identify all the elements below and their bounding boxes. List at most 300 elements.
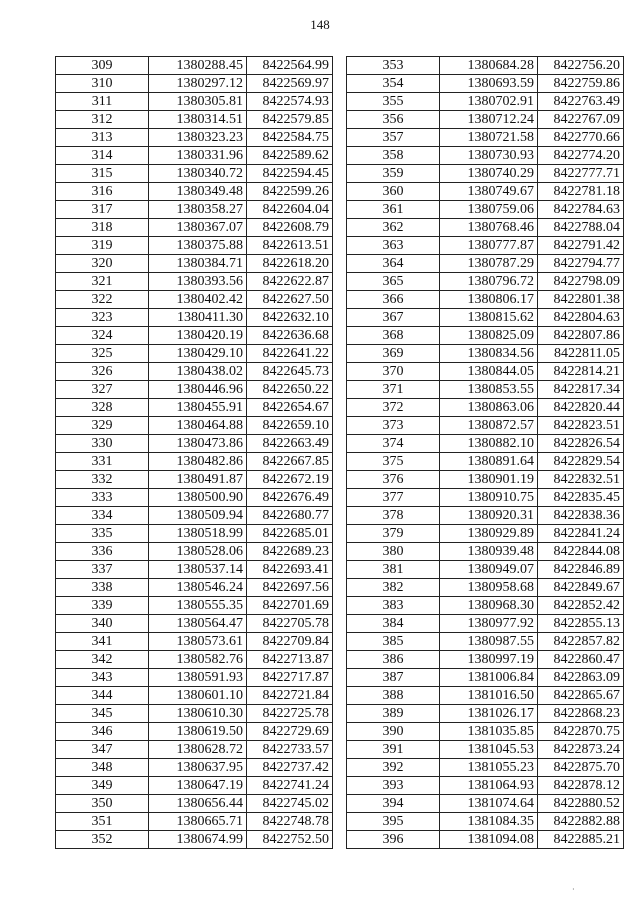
table-row [56, 75, 333, 93]
y-coordinate: 8422689.23 [247, 543, 333, 561]
table-row [347, 813, 624, 831]
y-coordinate: 8422835.45 [538, 489, 624, 507]
y-coordinate: 8422672.19 [247, 471, 333, 489]
table-row [56, 273, 333, 291]
x-coordinate: 1380987.55 [440, 633, 538, 651]
coordinate-table-right [346, 56, 624, 849]
y-coordinate: 8422733.57 [247, 741, 333, 759]
point-number: 395 [347, 813, 440, 831]
point-number: 392 [347, 759, 440, 777]
y-coordinate: 8422875.70 [538, 759, 624, 777]
y-coordinate: 8422807.86 [538, 327, 624, 345]
table-row [347, 723, 624, 741]
y-coordinate: 8422748.78 [247, 813, 333, 831]
y-coordinate: 8422564.99 [247, 57, 333, 75]
table-row [56, 507, 333, 525]
table-row [347, 759, 624, 777]
x-coordinate: 1380305.81 [149, 93, 247, 111]
y-coordinate: 8422645.73 [247, 363, 333, 381]
table-row [56, 651, 333, 669]
point-number: 316 [56, 183, 149, 201]
point-number: 360 [347, 183, 440, 201]
y-coordinate: 8422832.51 [538, 471, 624, 489]
x-coordinate: 1380546.24 [149, 579, 247, 597]
table-row [347, 705, 624, 723]
y-coordinate: 8422873.24 [538, 741, 624, 759]
table-row [56, 597, 333, 615]
point-number: 372 [347, 399, 440, 417]
y-coordinate: 8422865.67 [538, 687, 624, 705]
point-number: 378 [347, 507, 440, 525]
point-number: 390 [347, 723, 440, 741]
point-number: 373 [347, 417, 440, 435]
table-row [347, 57, 624, 75]
y-coordinate: 8422770.66 [538, 129, 624, 147]
y-coordinate: 8422685.01 [247, 525, 333, 543]
point-number: 323 [56, 309, 149, 327]
x-coordinate: 1380464.88 [149, 417, 247, 435]
table-row [56, 741, 333, 759]
table-row [56, 381, 333, 399]
table-row [56, 543, 333, 561]
y-coordinate: 8422838.36 [538, 507, 624, 525]
y-coordinate: 8422641.22 [247, 345, 333, 363]
table-row [56, 579, 333, 597]
table-row [347, 525, 624, 543]
y-coordinate: 8422594.45 [247, 165, 333, 183]
x-coordinate: 1380815.62 [440, 309, 538, 327]
x-coordinate: 1380384.71 [149, 255, 247, 273]
x-coordinate: 1380628.72 [149, 741, 247, 759]
point-number: 340 [56, 615, 149, 633]
x-coordinate: 1380411.30 [149, 309, 247, 327]
point-number: 389 [347, 705, 440, 723]
x-coordinate: 1380910.75 [440, 489, 538, 507]
point-number: 357 [347, 129, 440, 147]
y-coordinate: 8422857.82 [538, 633, 624, 651]
x-coordinate: 1380509.94 [149, 507, 247, 525]
point-number: 381 [347, 561, 440, 579]
point-number: 391 [347, 741, 440, 759]
x-coordinate: 1380340.72 [149, 165, 247, 183]
point-number: 385 [347, 633, 440, 651]
table-row [347, 93, 624, 111]
x-coordinate: 1380853.55 [440, 381, 538, 399]
table-row [56, 471, 333, 489]
table-row [347, 147, 624, 165]
point-number: 367 [347, 309, 440, 327]
table-row [347, 399, 624, 417]
y-coordinate: 8422569.97 [247, 75, 333, 93]
y-coordinate: 8422878.12 [538, 777, 624, 795]
table-row [56, 165, 333, 183]
table-row [56, 291, 333, 309]
table-row [56, 183, 333, 201]
y-coordinate: 8422604.04 [247, 201, 333, 219]
point-number: 396 [347, 831, 440, 849]
point-number: 353 [347, 57, 440, 75]
point-number: 329 [56, 417, 149, 435]
x-coordinate: 1380872.57 [440, 417, 538, 435]
table-row [56, 309, 333, 327]
y-coordinate: 8422697.56 [247, 579, 333, 597]
point-number: 383 [347, 597, 440, 615]
y-coordinate: 8422713.87 [247, 651, 333, 669]
x-coordinate: 1380446.96 [149, 381, 247, 399]
table-row [56, 453, 333, 471]
x-coordinate: 1380920.31 [440, 507, 538, 525]
table-row [347, 417, 624, 435]
table-row [347, 651, 624, 669]
point-number: 347 [56, 741, 149, 759]
point-number: 380 [347, 543, 440, 561]
table-row [56, 813, 333, 831]
y-coordinate: 8422829.54 [538, 453, 624, 471]
point-number: 338 [56, 579, 149, 597]
y-coordinate: 8422693.41 [247, 561, 333, 579]
point-number: 328 [56, 399, 149, 417]
y-coordinate: 8422756.20 [538, 57, 624, 75]
point-number: 384 [347, 615, 440, 633]
point-number: 311 [56, 93, 149, 111]
y-coordinate: 8422599.26 [247, 183, 333, 201]
table-row [347, 327, 624, 345]
y-coordinate: 8422817.34 [538, 381, 624, 399]
point-number: 363 [347, 237, 440, 255]
y-coordinate: 8422701.69 [247, 597, 333, 615]
x-coordinate: 1380331.96 [149, 147, 247, 165]
x-coordinate: 1380573.61 [149, 633, 247, 651]
point-number: 319 [56, 237, 149, 255]
y-coordinate: 8422663.49 [247, 435, 333, 453]
point-number: 330 [56, 435, 149, 453]
table-row [56, 237, 333, 255]
point-number: 324 [56, 327, 149, 345]
table-row [347, 75, 624, 93]
point-number: 366 [347, 291, 440, 309]
y-coordinate: 8422823.51 [538, 417, 624, 435]
y-coordinate: 8422622.87 [247, 273, 333, 291]
x-coordinate: 1380796.72 [440, 273, 538, 291]
table-row [56, 525, 333, 543]
x-coordinate: 1380740.29 [440, 165, 538, 183]
x-coordinate: 1380323.23 [149, 129, 247, 147]
x-coordinate: 1380555.35 [149, 597, 247, 615]
table-row [56, 399, 333, 417]
y-coordinate: 8422618.20 [247, 255, 333, 273]
y-coordinate: 8422860.47 [538, 651, 624, 669]
table-row [347, 579, 624, 597]
table-row [347, 183, 624, 201]
point-number: 341 [56, 633, 149, 651]
x-coordinate: 1380997.19 [440, 651, 538, 669]
y-coordinate: 8422814.21 [538, 363, 624, 381]
x-coordinate: 1380901.19 [440, 471, 538, 489]
x-coordinate: 1380420.19 [149, 327, 247, 345]
x-coordinate: 1381026.17 [440, 705, 538, 723]
point-number: 332 [56, 471, 149, 489]
point-number: 343 [56, 669, 149, 687]
point-number: 377 [347, 489, 440, 507]
y-coordinate: 8422759.86 [538, 75, 624, 93]
point-number: 362 [347, 219, 440, 237]
point-number: 317 [56, 201, 149, 219]
point-number: 355 [347, 93, 440, 111]
point-number: 365 [347, 273, 440, 291]
x-coordinate: 1380939.48 [440, 543, 538, 561]
x-coordinate: 1380712.24 [440, 111, 538, 129]
y-coordinate: 8422636.68 [247, 327, 333, 345]
table-row [347, 363, 624, 381]
x-coordinate: 1380528.06 [149, 543, 247, 561]
point-number: 309 [56, 57, 149, 75]
table-row [56, 489, 333, 507]
table-row [347, 633, 624, 651]
x-coordinate: 1380537.14 [149, 561, 247, 579]
table-row [56, 255, 333, 273]
y-coordinate: 8422654.67 [247, 399, 333, 417]
x-coordinate: 1380759.06 [440, 201, 538, 219]
table-row [56, 435, 333, 453]
y-coordinate: 8422725.78 [247, 705, 333, 723]
y-coordinate: 8422885.21 [538, 831, 624, 849]
y-coordinate: 8422659.10 [247, 417, 333, 435]
footer-mark: · [572, 885, 575, 894]
point-number: 315 [56, 165, 149, 183]
point-number: 356 [347, 111, 440, 129]
table-row [347, 471, 624, 489]
point-number: 313 [56, 129, 149, 147]
point-number: 368 [347, 327, 440, 345]
y-coordinate: 8422721.84 [247, 687, 333, 705]
table-row [347, 453, 624, 471]
y-coordinate: 8422791.42 [538, 237, 624, 255]
y-coordinate: 8422741.24 [247, 777, 333, 795]
table-row [56, 669, 333, 687]
x-coordinate: 1380968.30 [440, 597, 538, 615]
y-coordinate: 8422667.85 [247, 453, 333, 471]
table-row [347, 795, 624, 813]
x-coordinate: 1380297.12 [149, 75, 247, 93]
x-coordinate: 1381084.35 [440, 813, 538, 831]
table-row [56, 345, 333, 363]
point-number: 354 [347, 75, 440, 93]
x-coordinate: 1381016.50 [440, 687, 538, 705]
point-number: 320 [56, 255, 149, 273]
y-coordinate: 8422705.78 [247, 615, 333, 633]
point-number: 336 [56, 543, 149, 561]
point-number: 344 [56, 687, 149, 705]
point-number: 333 [56, 489, 149, 507]
y-coordinate: 8422752.50 [247, 831, 333, 849]
table-row [56, 759, 333, 777]
point-number: 387 [347, 669, 440, 687]
x-coordinate: 1381074.64 [440, 795, 538, 813]
point-number: 342 [56, 651, 149, 669]
x-coordinate: 1380473.86 [149, 435, 247, 453]
y-coordinate: 8422846.89 [538, 561, 624, 579]
point-number: 349 [56, 777, 149, 795]
x-coordinate: 1380482.86 [149, 453, 247, 471]
y-coordinate: 8422627.50 [247, 291, 333, 309]
point-number: 312 [56, 111, 149, 129]
table-row [347, 111, 624, 129]
point-number: 388 [347, 687, 440, 705]
y-coordinate: 8422717.87 [247, 669, 333, 687]
y-coordinate: 8422855.13 [538, 615, 624, 633]
point-number: 358 [347, 147, 440, 165]
y-coordinate: 8422579.85 [247, 111, 333, 129]
y-coordinate: 8422676.49 [247, 489, 333, 507]
table-row [56, 417, 333, 435]
table-row [347, 597, 624, 615]
table-row [347, 831, 624, 849]
table-row [347, 741, 624, 759]
point-number: 345 [56, 705, 149, 723]
point-number: 374 [347, 435, 440, 453]
table-row [347, 543, 624, 561]
table-row [347, 201, 624, 219]
y-coordinate: 8422852.42 [538, 597, 624, 615]
point-number: 379 [347, 525, 440, 543]
x-coordinate: 1380977.92 [440, 615, 538, 633]
y-coordinate: 8422767.09 [538, 111, 624, 129]
y-coordinate: 8422880.52 [538, 795, 624, 813]
x-coordinate: 1380288.45 [149, 57, 247, 75]
y-coordinate: 8422868.23 [538, 705, 624, 723]
point-number: 346 [56, 723, 149, 741]
point-number: 339 [56, 597, 149, 615]
table-row [347, 129, 624, 147]
x-coordinate: 1380656.44 [149, 795, 247, 813]
x-coordinate: 1380825.09 [440, 327, 538, 345]
x-coordinate: 1380882.10 [440, 435, 538, 453]
point-number: 337 [56, 561, 149, 579]
table-row [347, 345, 624, 363]
y-coordinate: 8422826.54 [538, 435, 624, 453]
x-coordinate: 1380958.68 [440, 579, 538, 597]
y-coordinate: 8422632.10 [247, 309, 333, 327]
y-coordinate: 8422820.44 [538, 399, 624, 417]
x-coordinate: 1380768.46 [440, 219, 538, 237]
y-coordinate: 8422709.84 [247, 633, 333, 651]
y-coordinate: 8422763.49 [538, 93, 624, 111]
x-coordinate: 1380702.91 [440, 93, 538, 111]
coordinate-table-left [55, 56, 333, 849]
x-coordinate: 1381006.84 [440, 669, 538, 687]
table-row [56, 633, 333, 651]
point-number: 370 [347, 363, 440, 381]
x-coordinate: 1380891.64 [440, 453, 538, 471]
point-number: 394 [347, 795, 440, 813]
table-row [347, 507, 624, 525]
x-coordinate: 1380721.58 [440, 129, 538, 147]
point-number: 352 [56, 831, 149, 849]
page-number: 148 [310, 17, 330, 32]
y-coordinate: 8422870.75 [538, 723, 624, 741]
point-number: 348 [56, 759, 149, 777]
point-number: 393 [347, 777, 440, 795]
x-coordinate: 1380429.10 [149, 345, 247, 363]
x-coordinate: 1381094.08 [440, 831, 538, 849]
table-row [347, 777, 624, 795]
y-coordinate: 8422801.38 [538, 291, 624, 309]
table-row [56, 93, 333, 111]
x-coordinate: 1380438.02 [149, 363, 247, 381]
x-coordinate: 1380591.93 [149, 669, 247, 687]
x-coordinate: 1380518.99 [149, 525, 247, 543]
x-coordinate: 1380402.42 [149, 291, 247, 309]
y-coordinate: 8422737.42 [247, 759, 333, 777]
x-coordinate: 1380314.51 [149, 111, 247, 129]
table-row [56, 327, 333, 345]
table-row [347, 165, 624, 183]
point-number: 386 [347, 651, 440, 669]
table-row [56, 363, 333, 381]
point-number: 371 [347, 381, 440, 399]
point-number: 359 [347, 165, 440, 183]
table-row [56, 57, 333, 75]
x-coordinate: 1380500.90 [149, 489, 247, 507]
x-coordinate: 1380844.05 [440, 363, 538, 381]
x-coordinate: 1380647.19 [149, 777, 247, 795]
x-coordinate: 1380491.87 [149, 471, 247, 489]
point-number: 318 [56, 219, 149, 237]
point-number: 350 [56, 795, 149, 813]
point-number: 364 [347, 255, 440, 273]
table-row [347, 291, 624, 309]
y-coordinate: 8422777.71 [538, 165, 624, 183]
table-row [56, 129, 333, 147]
y-coordinate: 8422849.67 [538, 579, 624, 597]
x-coordinate: 1380601.10 [149, 687, 247, 705]
point-number: 322 [56, 291, 149, 309]
x-coordinate: 1380929.89 [440, 525, 538, 543]
table-row [56, 201, 333, 219]
table-row [56, 561, 333, 579]
table-row [347, 255, 624, 273]
table-row [347, 219, 624, 237]
x-coordinate: 1380610.30 [149, 705, 247, 723]
y-coordinate: 8422729.69 [247, 723, 333, 741]
table-row [347, 669, 624, 687]
table-row [56, 219, 333, 237]
x-coordinate: 1380375.88 [149, 237, 247, 255]
y-coordinate: 8422613.51 [247, 237, 333, 255]
x-coordinate: 1380619.50 [149, 723, 247, 741]
x-coordinate: 1380787.29 [440, 255, 538, 273]
x-coordinate: 1380367.07 [149, 219, 247, 237]
table-row [347, 237, 624, 255]
y-coordinate: 8422784.63 [538, 201, 624, 219]
y-coordinate: 8422608.79 [247, 219, 333, 237]
x-coordinate: 1380777.87 [440, 237, 538, 255]
y-coordinate: 8422844.08 [538, 543, 624, 561]
table-row [56, 777, 333, 795]
y-coordinate: 8422798.09 [538, 273, 624, 291]
point-number: 327 [56, 381, 149, 399]
table-row [347, 561, 624, 579]
x-coordinate: 1380582.76 [149, 651, 247, 669]
x-coordinate: 1380637.95 [149, 759, 247, 777]
x-coordinate: 1380684.28 [440, 57, 538, 75]
table-row [347, 309, 624, 327]
x-coordinate: 1380455.91 [149, 399, 247, 417]
x-coordinate: 1380693.59 [440, 75, 538, 93]
table-row [56, 687, 333, 705]
y-coordinate: 8422584.75 [247, 129, 333, 147]
y-coordinate: 8422774.20 [538, 147, 624, 165]
